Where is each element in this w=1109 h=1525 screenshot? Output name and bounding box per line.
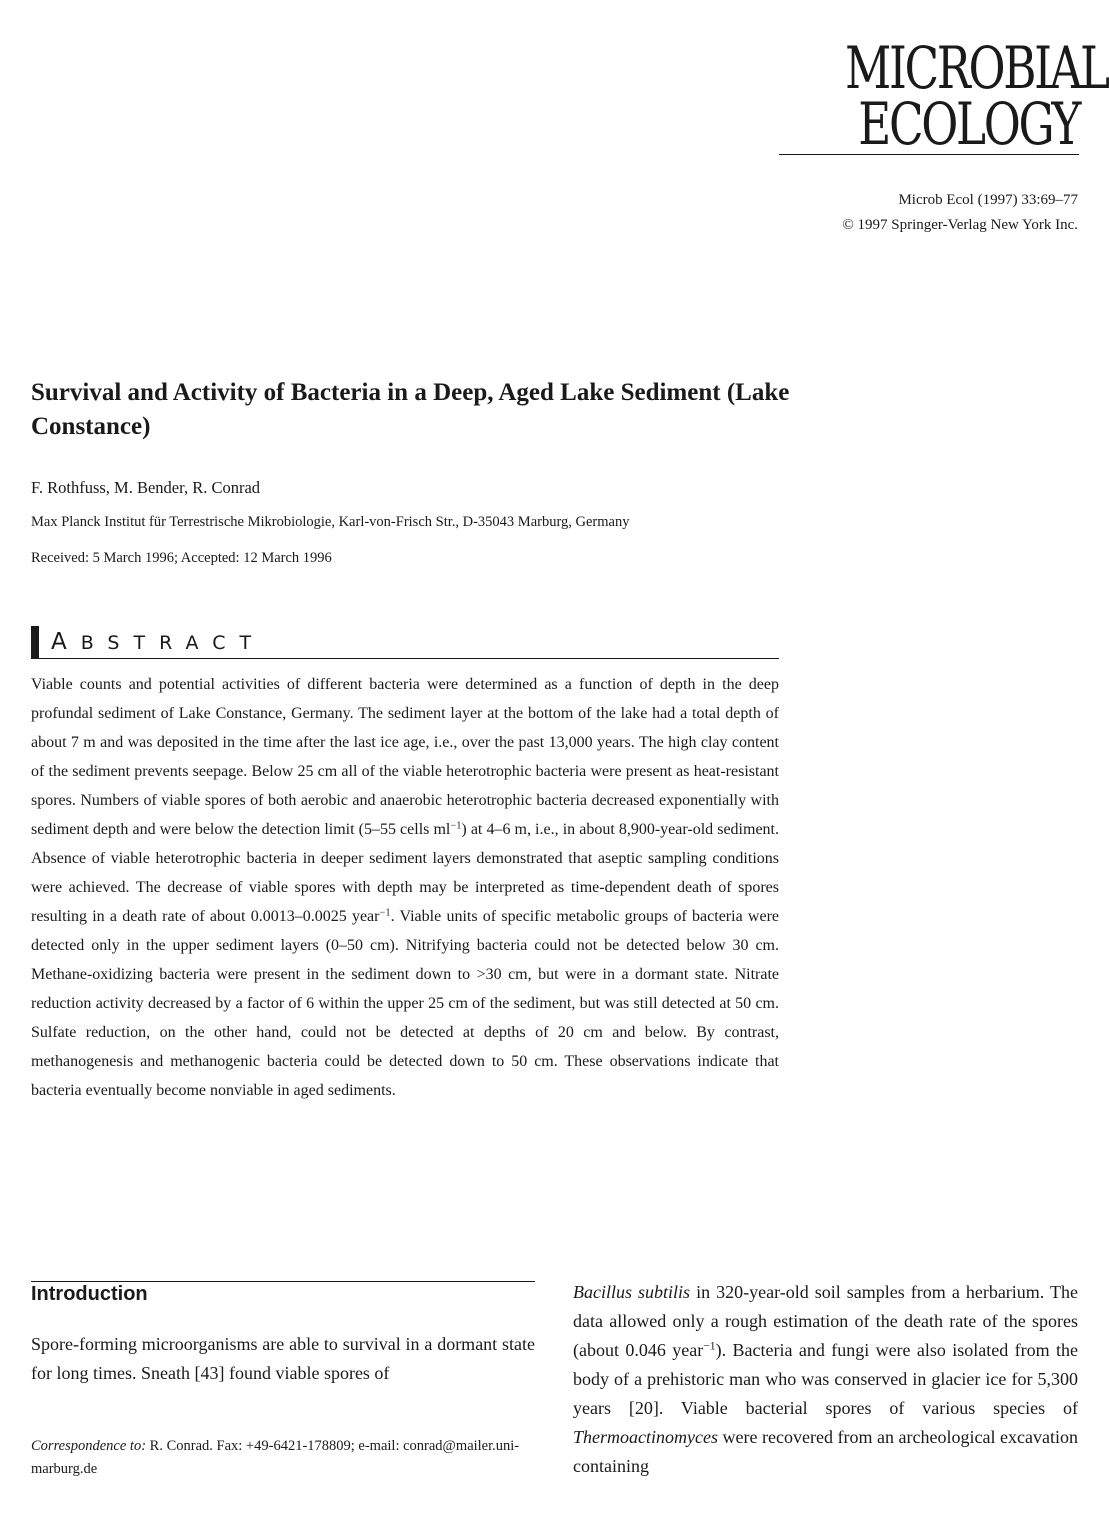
correspondence-text: R. Conrad. Fax: +49-6421-178809; e-mail: conrad@mailer.uni-marburg.de	[31, 1438, 520, 1477]
article-title: Survival and Activity of Bacteria in a Deep, Aged Lake Sediment (Lake Constance)	[31, 379, 790, 440]
intro-right-text-3: were recovered from an archeological excavation containing	[573, 1427, 1078, 1476]
abstract-text-1: Viable counts and potential activities of different bacteria were determined as a function of depth in the deep profundal sediment of Lake Constance, Germany. The sediment layer at the bottom of the lake had a total depth of about 7 m and was deposited in the time after the last ice age, i.e., over the past 13,000 years. The high clay content of the sediment prevents seepage. Below 25 cm all of the viable heterotrophic bacteria were present as heat-resistant spores. Numbers of viable spores of both aerobic and anaerobic heterotrophic bacteria decreased exponentially with sediment depth and were below the detection limit (5–55 cells ml	[31, 676, 779, 838]
abstract-text-3: . Viable units of specific metabolic groups of bacteria were detected only in the upper sediment layers (0–50 cm). Nitrifying bacteria could not be detected below 30 cm. Methane-oxidizing bacteria were present in the sediment down to >30 cm, but were in a dormant state. Nitrate reduction activity decreased by a factor of 6 within the upper 25 cm of the sediment, but was still detected at 50 cm. Sulfate reduction, on the other hand, could not be detected at depths of 20 cm and below. By contrast, methanogenesis and methanogenic bacteria could be detected down to 50 cm. These observations indicate that bacteria eventually become nonviable in aged sediments.	[31, 908, 779, 1099]
article-authors: F. Rothfuss, M. Bender, R. Conrad	[31, 478, 261, 497]
introduction-heading: Introduction	[31, 1283, 148, 1305]
article-affiliation: Max Planck Institut für Terrestrische Mikrobiologie, Karl-von-Frisch Str., D-35043 Marburg, Germany	[31, 514, 630, 530]
correspondence-label: Correspondence to:	[31, 1438, 147, 1454]
journal-citation: Microb Ecol (1997) 33:69–77	[898, 192, 1078, 208]
journal-meta	[842, 188, 1078, 238]
abstract-title	[51, 629, 265, 655]
intro-right-text-2: ). Bacteria and fungi were also isolated from the body of a prehistoric man who was conserved in glacier ice for 5,300 years [20]. Viable bacterial spores of various species of	[573, 1340, 1078, 1418]
introduction-right-column	[573, 1278, 1078, 1481]
abstract-title-rest: BSTRACT	[80, 632, 266, 654]
correspondence-footnote	[31, 1435, 535, 1481]
abstract-sup-1: −1	[450, 820, 462, 832]
article-dates: Received: 5 March 1996; Accepted: 12 March 1996	[31, 550, 332, 566]
introduction-left-column: Spore-forming microorganisms are able to survival in a dormant state for long times. Sneath [43] found viable spores of	[31, 1334, 535, 1383]
abstract-title-first: A	[51, 629, 81, 655]
intro-right-sup: −1	[703, 1339, 716, 1353]
intro-right-text-1: in 320-year-old soil samples from a herbarium. The data allowed only a rough estimation of the death rate of the spores (about 0.046 year	[573, 1282, 1078, 1360]
abstract-heading	[31, 626, 779, 659]
journal-logo	[779, 34, 1108, 158]
species-thermoactinomyces: Thermoactinomyces	[573, 1427, 718, 1447]
abstract-text-2: ) at 4–6 m, i.e., in about 8,900-year-old sediment. Absence of viable heterotrophic bacteria in deeper sediment layers demonstrated that aseptic sampling conditions were achieved. The decrease of viable spores with depth may be interpreted as time-dependent death of spores resulting in a death rate of about 0.0013–0.0025 year	[31, 821, 779, 925]
journal-logo-line2: ECOLOGY	[858, 90, 1079, 158]
introduction-rule	[31, 1281, 535, 1282]
abstract-sup-2: −1	[379, 907, 391, 919]
abstract-body	[31, 670, 779, 1105]
journal-logo-line1: MICROBIAL	[845, 34, 1108, 102]
abstract-bar-marker	[31, 626, 39, 658]
species-bacillus: Bacillus subtilis	[573, 1282, 691, 1302]
journal-copyright: © 1997 Springer-Verlag New York Inc.	[842, 217, 1078, 233]
